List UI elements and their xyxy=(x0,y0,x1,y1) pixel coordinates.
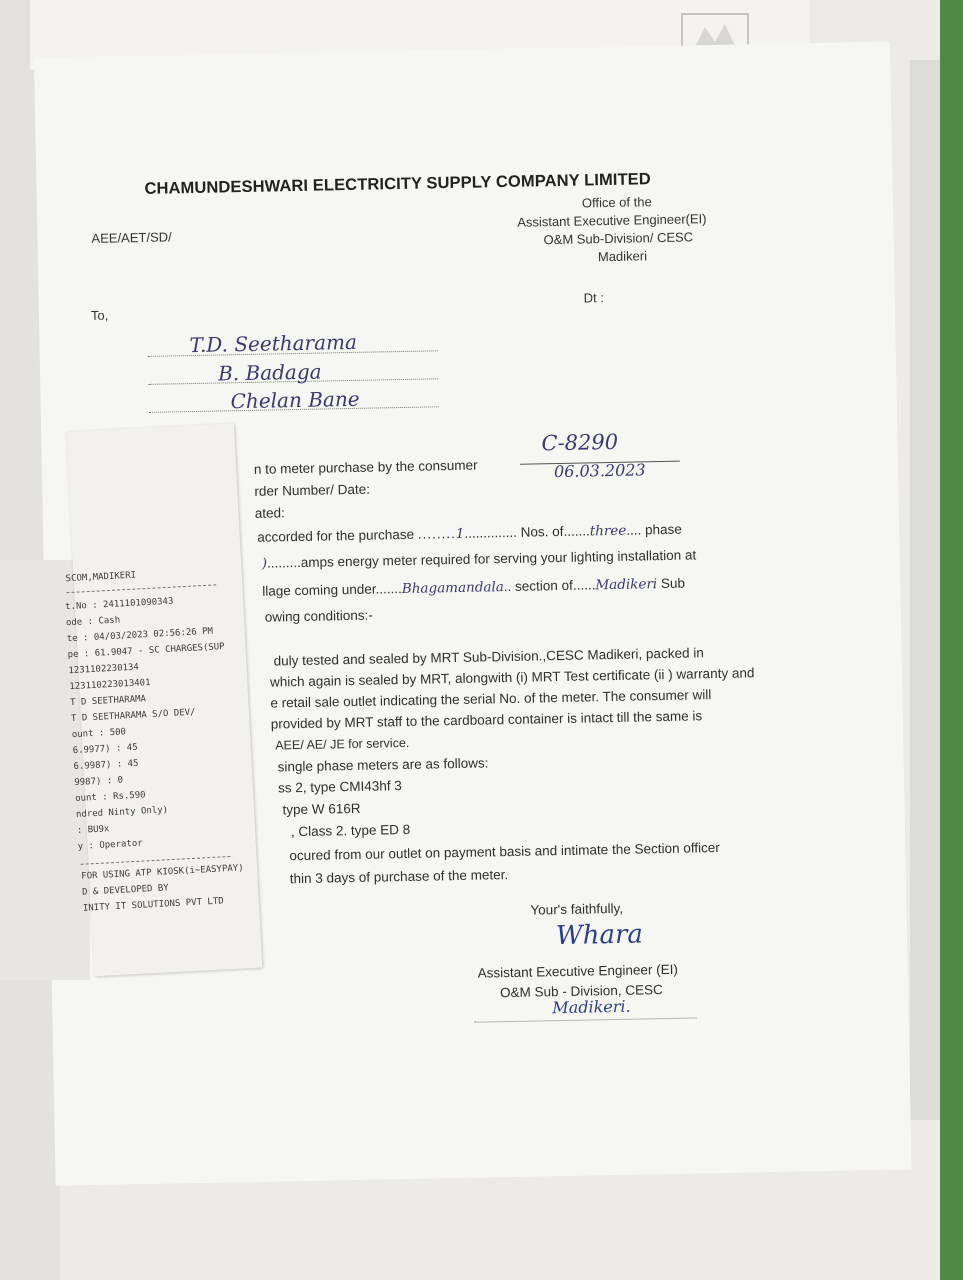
signatory-place: Madikeri. xyxy=(552,996,631,1018)
receipt-line: : BU9x xyxy=(76,824,110,836)
to-label: To, xyxy=(90,307,109,323)
receipt-line: 1231102230134 xyxy=(68,662,140,677)
date-label: Dt : xyxy=(583,290,605,306)
meter-quantity: 1 xyxy=(455,525,465,542)
order-date: 06.03.2023 xyxy=(553,460,646,482)
addressee-village: Chelan Bane xyxy=(230,386,360,414)
receipt-line: te : 04/03/2023 02:56:26 PM xyxy=(66,626,214,645)
order-number: C-8290 xyxy=(541,429,619,456)
company-name: CHAMUNDESHWARI ELECTRICITY SUPPLY COMPANY LIMITED xyxy=(144,170,651,198)
receipt-footer-3: INITY IT SOLUTIONS PVT LTD xyxy=(82,896,224,914)
addressee-name: T.D. Seetharama xyxy=(189,329,358,358)
reference-number: AEE/AET/SD/ xyxy=(91,229,172,246)
body-line-6: llage coming under.......Bhagamandala.. section of......Madikeri Sub xyxy=(262,575,686,599)
signatory-title: Assistant Executive Engineer (EI) xyxy=(477,961,679,981)
office-line-4: Madikeri xyxy=(597,248,648,265)
receipt-line: 6.9977) : 45 xyxy=(72,742,138,757)
village-name: Bhagamandala xyxy=(401,579,504,598)
body-line-5: ).........amps energy meter required for serving your lighting installation at xyxy=(261,547,697,572)
payment-receipt xyxy=(66,423,262,976)
signature-scribble: Whara xyxy=(555,919,644,952)
receipt-separator-bottom xyxy=(81,856,231,865)
receipt-line: t.No : 2411101090343 xyxy=(64,596,174,613)
receipt-line: ode : Cash xyxy=(65,615,121,629)
receipt-header: SCOM,MADIKERI xyxy=(65,570,137,585)
paragraph-line-4: provided by MRT staff to the cardboard container is intact till the same is xyxy=(270,708,703,732)
closing-line-2: thin 3 days of purchase of the meter. xyxy=(289,867,509,887)
spec-line-3: , Class 2. type ED 8 xyxy=(290,821,411,840)
receipt-line: 6.9987) : 45 xyxy=(73,758,139,773)
village-text: llage coming under xyxy=(262,581,376,599)
receipt-line: pe : 61.9047 - SC CHARGES(SUP xyxy=(67,642,225,661)
paragraph-line-3: e retail sale outlet indicating the serial No. of the meter. The consumer will xyxy=(270,687,712,711)
receipt-footer-2: D & DEVELOPED BY xyxy=(81,883,169,898)
office-line-1: Office of the xyxy=(581,194,652,211)
paragraph-line-1: duly tested and sealed by MRT Sub-Division.,CESC Madikeri, packed in xyxy=(273,645,704,669)
paragraph-line-5: AEE/ AE/ JE for service. xyxy=(275,735,410,753)
sub-division-name: Madikeri xyxy=(595,576,658,594)
office-line-2: Assistant Executive Engineer(EI) xyxy=(517,211,707,230)
receipt-line: y : Operator xyxy=(77,838,143,852)
body-line-3: ated: xyxy=(254,505,285,521)
receipt-line: ount : 500 xyxy=(71,727,127,741)
signatory-division: O&M Sub - Division, CESC xyxy=(499,982,663,1001)
receipt-line: T D SEETHARAMA S/O DEV/ xyxy=(70,707,196,725)
nos-of-text: Nos. of xyxy=(520,523,564,540)
sub-text: Sub xyxy=(660,575,686,592)
receipt-separator-top xyxy=(66,584,216,593)
section-text: section of xyxy=(514,577,574,594)
body-line-7: owing conditions:- xyxy=(264,607,373,625)
addressee-place: B. Badaga xyxy=(217,359,322,386)
receipt-footer-1: FOR USING ATP KIOSK(i~EASYPAY) xyxy=(81,863,244,882)
receipt-line: ndred Ninty Only) xyxy=(75,805,169,820)
file-spine xyxy=(910,60,940,1120)
office-line-3: O&M Sub-Division/ CESC xyxy=(543,229,694,248)
meter-phase-type: three xyxy=(589,522,627,540)
receipt-line: ount : Rs.590 xyxy=(74,790,146,805)
spec-line-2: type W 616R xyxy=(282,800,361,818)
body-line-1: n to meter purchase by the consumer xyxy=(253,457,478,477)
receipt-line: 9987) : 0 xyxy=(74,775,124,789)
receipt-line: 123110223013401 xyxy=(69,677,151,693)
amps-text: amps energy meter required for serving your lighting installation at xyxy=(300,547,697,570)
place-dots xyxy=(475,1017,697,1022)
body-line-4: accorded for the purchase ........1.............. Nos. of.......three.... phase xyxy=(257,521,683,545)
paragraph-line-2: which again is sealed by MRT, alongwith (i) MRT Test certificate (ii ) warranty and xyxy=(269,665,755,690)
body-line-2: rder Number/ Date: xyxy=(254,481,371,499)
spec-intro: single phase meters are as follows: xyxy=(277,755,489,775)
phase-text: phase xyxy=(644,521,683,538)
yours-faithfully: Your's faithfully, xyxy=(530,900,624,918)
purchase-text: accorded for the purchase xyxy=(257,526,415,545)
spec-line-1: ss 2, type CMI43hf 3 xyxy=(277,778,402,796)
closing-line-1: ocured from our outlet on payment basis and intimate the Section officer xyxy=(289,839,720,864)
receipt-line: T D SEETHARAMA xyxy=(69,694,147,709)
meter-amps: ) xyxy=(261,555,268,572)
